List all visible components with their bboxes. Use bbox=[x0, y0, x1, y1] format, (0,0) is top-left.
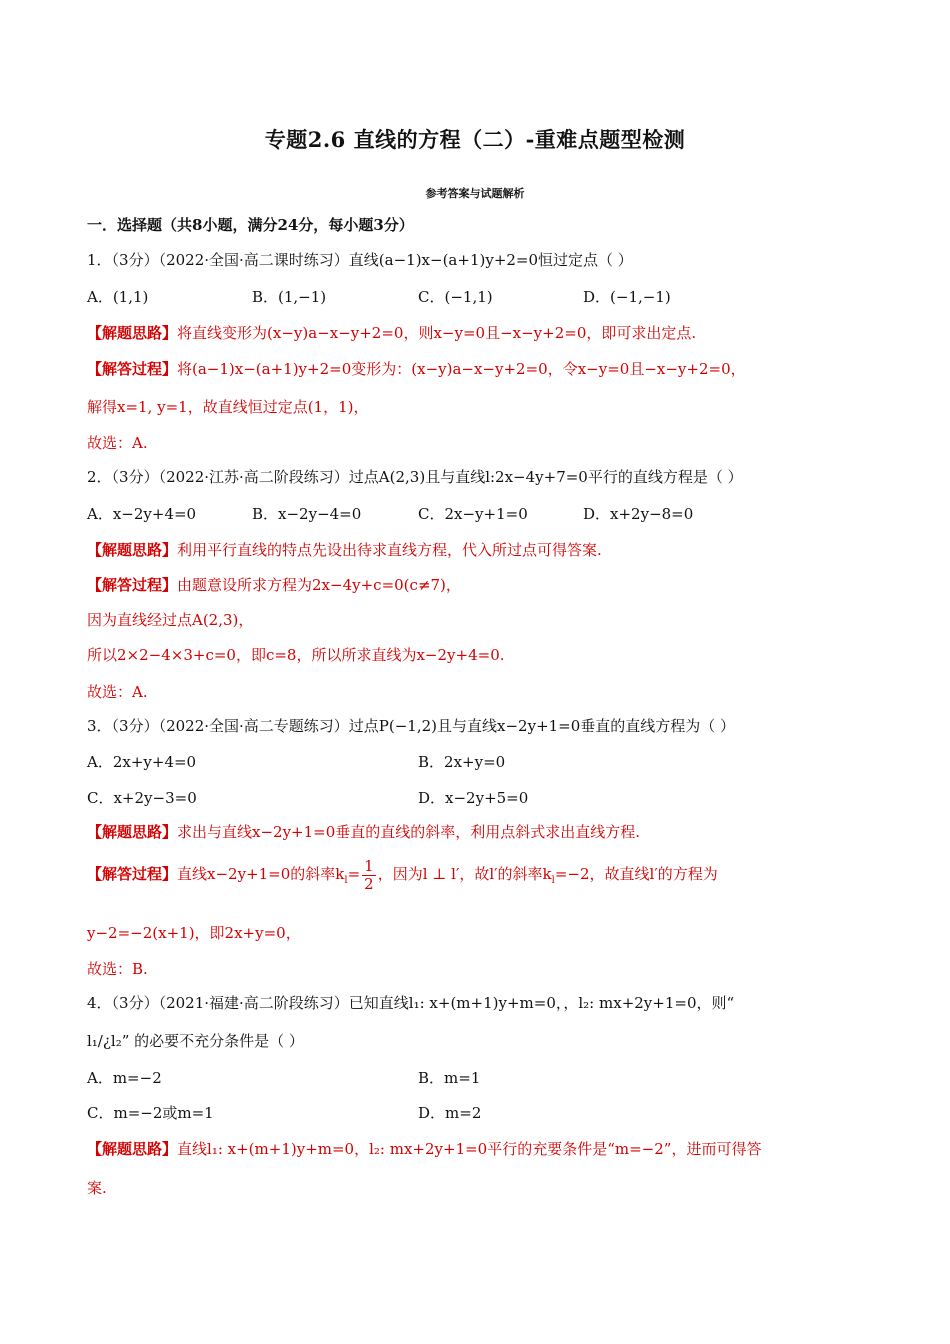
q2-option-d: D．x+2y−8=0 bbox=[583, 505, 694, 523]
q1-approach bbox=[87, 322, 863, 343]
solution-text-b: ，因为l ⊥ l′，故l′的斜率k bbox=[377, 865, 552, 883]
q1-solution bbox=[87, 358, 863, 379]
approach-text: 利用平行直线的特点先设出待求直线方程，代入所过点可得答案. bbox=[177, 541, 602, 559]
q2-option-a: A．x−2y+4=0 bbox=[87, 505, 197, 523]
q2-answer: 故选：A. bbox=[87, 683, 148, 701]
q1-answer: 故选：A. bbox=[87, 434, 148, 452]
q2-approach bbox=[87, 539, 863, 560]
q2-option-b: B．x−2y−4=0 bbox=[252, 505, 362, 523]
q1-option-d: D．(−1,−1) bbox=[583, 288, 671, 306]
subscript-l: l bbox=[344, 875, 348, 886]
q4-option-b: B．m=1 bbox=[418, 1069, 481, 1087]
page-subtitle: 参考答案与试题解析 bbox=[425, 187, 525, 200]
q4-approach-line2: 案. bbox=[87, 1179, 107, 1197]
q4-option-a: A．m=−2 bbox=[87, 1069, 162, 1087]
q3-solution bbox=[87, 858, 863, 892]
solution-text: 由题意设所求方程为2x−4y+c=0(c≠7)， bbox=[177, 576, 461, 594]
approach-text: 求出与直线x−2y+1=0垂直的直线的斜率，利用点斜式求出直线方程. bbox=[177, 823, 641, 841]
solution-text-c: =−2，故直线l′的方程为 bbox=[554, 865, 718, 883]
q1-option-a: A．(1,1) bbox=[87, 288, 149, 306]
q1-option-c: C．(−1,1) bbox=[418, 288, 493, 306]
approach-text: 将直线变形为(x−y)a−x−y+2=0，则x−y=0且−x−y+2=0，即可求出定点. bbox=[177, 324, 697, 342]
page-title: 专题2.6 直线的方程（二）-重难点题型检测 bbox=[264, 127, 686, 152]
q4-stem: 4．（3分）（2021·福建·高二阶段练习）已知直线l₁: x+(m+1)y+m=0，，l₂: mx+2y+1=0，则“ bbox=[87, 994, 735, 1012]
q2-option-c: C．2x−y+1=0 bbox=[418, 505, 528, 523]
approach-tag: 【解题思路】 bbox=[87, 541, 178, 559]
q3-answer: 故选：B. bbox=[87, 960, 148, 978]
q2-stem: 2．（3分）（2022·江苏·高二阶段练习）过点A(2,3)且与直线l:2x−4y+7=0平行的直线方程是（ ） bbox=[87, 468, 743, 486]
fraction-denominator: 2 bbox=[364, 874, 374, 893]
fraction-one-half bbox=[362, 858, 376, 892]
fraction-numerator: 1 bbox=[364, 857, 374, 875]
solution-tag: 【解答过程】 bbox=[87, 576, 178, 594]
section-heading: 一．选择题（共8小题，满分24分，每小题3分） bbox=[87, 216, 414, 234]
approach-text: 直线l₁: x+(m+1)y+m=0，l₂: mx+2y+1=0平行的充要条件是“m=−2”，进而可得答 bbox=[177, 1140, 762, 1158]
approach-tag: 【解题思路】 bbox=[87, 1140, 178, 1158]
q1-option-b: B．(1,−1) bbox=[252, 288, 327, 306]
q4-approach bbox=[87, 1138, 863, 1159]
solution-tag: 【解答过程】 bbox=[87, 360, 178, 378]
q3-option-d: D．x−2y+5=0 bbox=[418, 789, 529, 807]
equals-sign: = bbox=[347, 865, 361, 883]
q4-option-d: D．m=2 bbox=[418, 1104, 482, 1122]
q4-stem-line2: l₁/¿l₂” 的必要不充分条件是（ ） bbox=[87, 1032, 304, 1050]
q3-option-b: B．2x+y=0 bbox=[418, 753, 506, 771]
solution-tag: 【解答过程】 bbox=[87, 865, 178, 883]
q4-option-c: C．m=−2或m=1 bbox=[87, 1104, 214, 1122]
q3-stem: 3．（3分）（2022·全国·高二专题练习）过点P(−1,2)且与直线x−2y+1=0垂直的直线方程为（ ） bbox=[87, 717, 736, 735]
q3-option-c: C．x+2y−3=0 bbox=[87, 789, 197, 807]
q2-solution bbox=[87, 574, 863, 595]
q2-solution-line2: 因为直线经过点A(2,3)， bbox=[87, 611, 254, 629]
solution-text: 将(a−1)x−(a+1)y+2=0变形为：(x−y)a−x−y+2=0，令x−y=0且−x−y+2=0， bbox=[177, 360, 746, 378]
approach-tag: 【解题思路】 bbox=[87, 324, 178, 342]
q1-solution-line2: 解得x=1, y=1，故直线恒过定点(1，1)， bbox=[87, 398, 369, 416]
q3-solution-line2: y−2=−2(x+1)，即2x+y=0， bbox=[87, 924, 301, 942]
q3-approach bbox=[87, 821, 863, 842]
q3-option-a: A．2x+y+4=0 bbox=[87, 753, 197, 771]
solution-text-a: 直线x−2y+1=0的斜率k bbox=[177, 865, 345, 883]
approach-tag: 【解题思路】 bbox=[87, 823, 178, 841]
q2-solution-line3: 所以2×2−4×3+c=0，即c=8，所以所求直线为x−2y+4=0. bbox=[87, 646, 505, 664]
q1-stem: 1．（3分）（2022·全国·高二课时练习）直线(a−1)x−(a+1)y+2=0恒过定点（ ） bbox=[87, 251, 633, 269]
subscript-l-2: l bbox=[551, 875, 555, 886]
